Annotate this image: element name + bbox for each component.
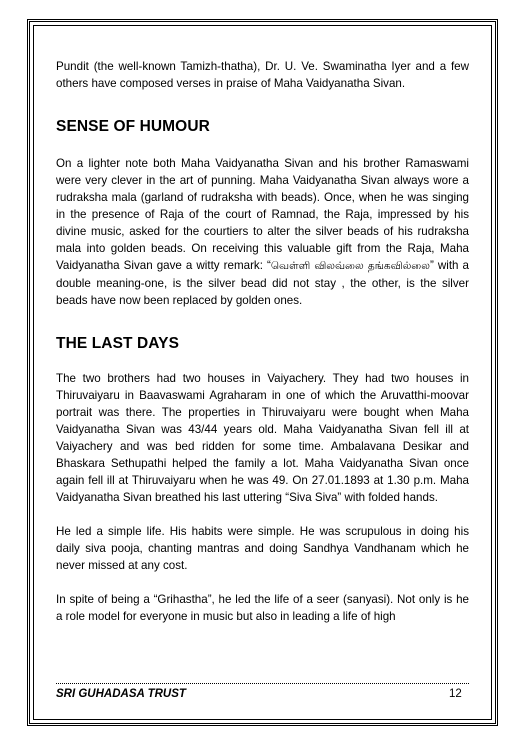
section-heading-last-days: THE LAST DAYS [56, 335, 180, 352]
humour-text-after: ” with a double meaning-one, is the silver bead did not stay , the other, is the silver beads have now been replaced by golden ones. [56, 259, 469, 307]
intro-paragraph: Pundit (the well-known Tamizh-thatha), Dr. U. Ve. Swaminatha Iyer and a few others have composed verses in praise of Maha Vaidyanatha Sivan. [56, 60, 469, 90]
humour-text-before: On a lighter note both Maha Vaidyanatha Sivan and his brother Ramaswami were very clever in the art of punning. Maha Vaidyanatha Sivan always wore a rudraksha mala (garland of rudraksha with beads). Once, when he was singing in the presence of Raja of the court of Ramnad, the Raja, impressed by his divine music, asked for the courtiers to alter the silver beads of his rudraksha mala into golden beads. On receiving this valuable gift from the Raja, Maha Vaidyanatha Sivan gave a witty remark: “ [56, 157, 469, 272]
last-days-paragraph-3: In spite of being a “Grihastha”, he led the life of a seer (sanyasi). Not only is he a role model for everyone in music but also in leading a life of high [56, 593, 469, 623]
tamil-phrase: வெள்ளி விலவ்லை தங்கவில்லை [270, 260, 430, 272]
humour-paragraph [56, 155, 469, 309]
footer-divider [56, 683, 469, 684]
last-days-paragraph-1: The two brothers had two houses in Vaiyachery. They had two houses in Thiruvaiyaru in Baavaswami Agraharam in one of which the Aruvatthi-moovar portrait was there. The properties in Thiruvaiyaru were bought when Maha Vaidyanatha Sivan was 43/44 years old. Maha Vaidyanatha Sivan fell ill at Vaiyachery and was bed ridden for some time. Ambalavana Desikar and Bhaskara Sethupathi helped the family a lot. Maha Vaidyanatha Sivan once again fell ill at Thiruvaiyaru when he was 49. On 27.01.1893 at 1.30 p.m. Maha Vaidyanatha Sivan breathed his last uttering “Siva Siva” with folded hands. [56, 372, 469, 504]
page-body [56, 58, 469, 625]
section-heading-humour: SENSE OF HUMOUR [56, 118, 210, 135]
last-days-paragraph-2: He led a simple life. His habits were simple. He was scrupulous in doing his daily siva pooja, chanting mantras and doing Sandhya Vandhanam which he never missed at any cost. [56, 525, 469, 572]
page-number: 12 [449, 688, 462, 700]
footer-publisher: SRI GUHADASA TRUST [56, 688, 186, 700]
